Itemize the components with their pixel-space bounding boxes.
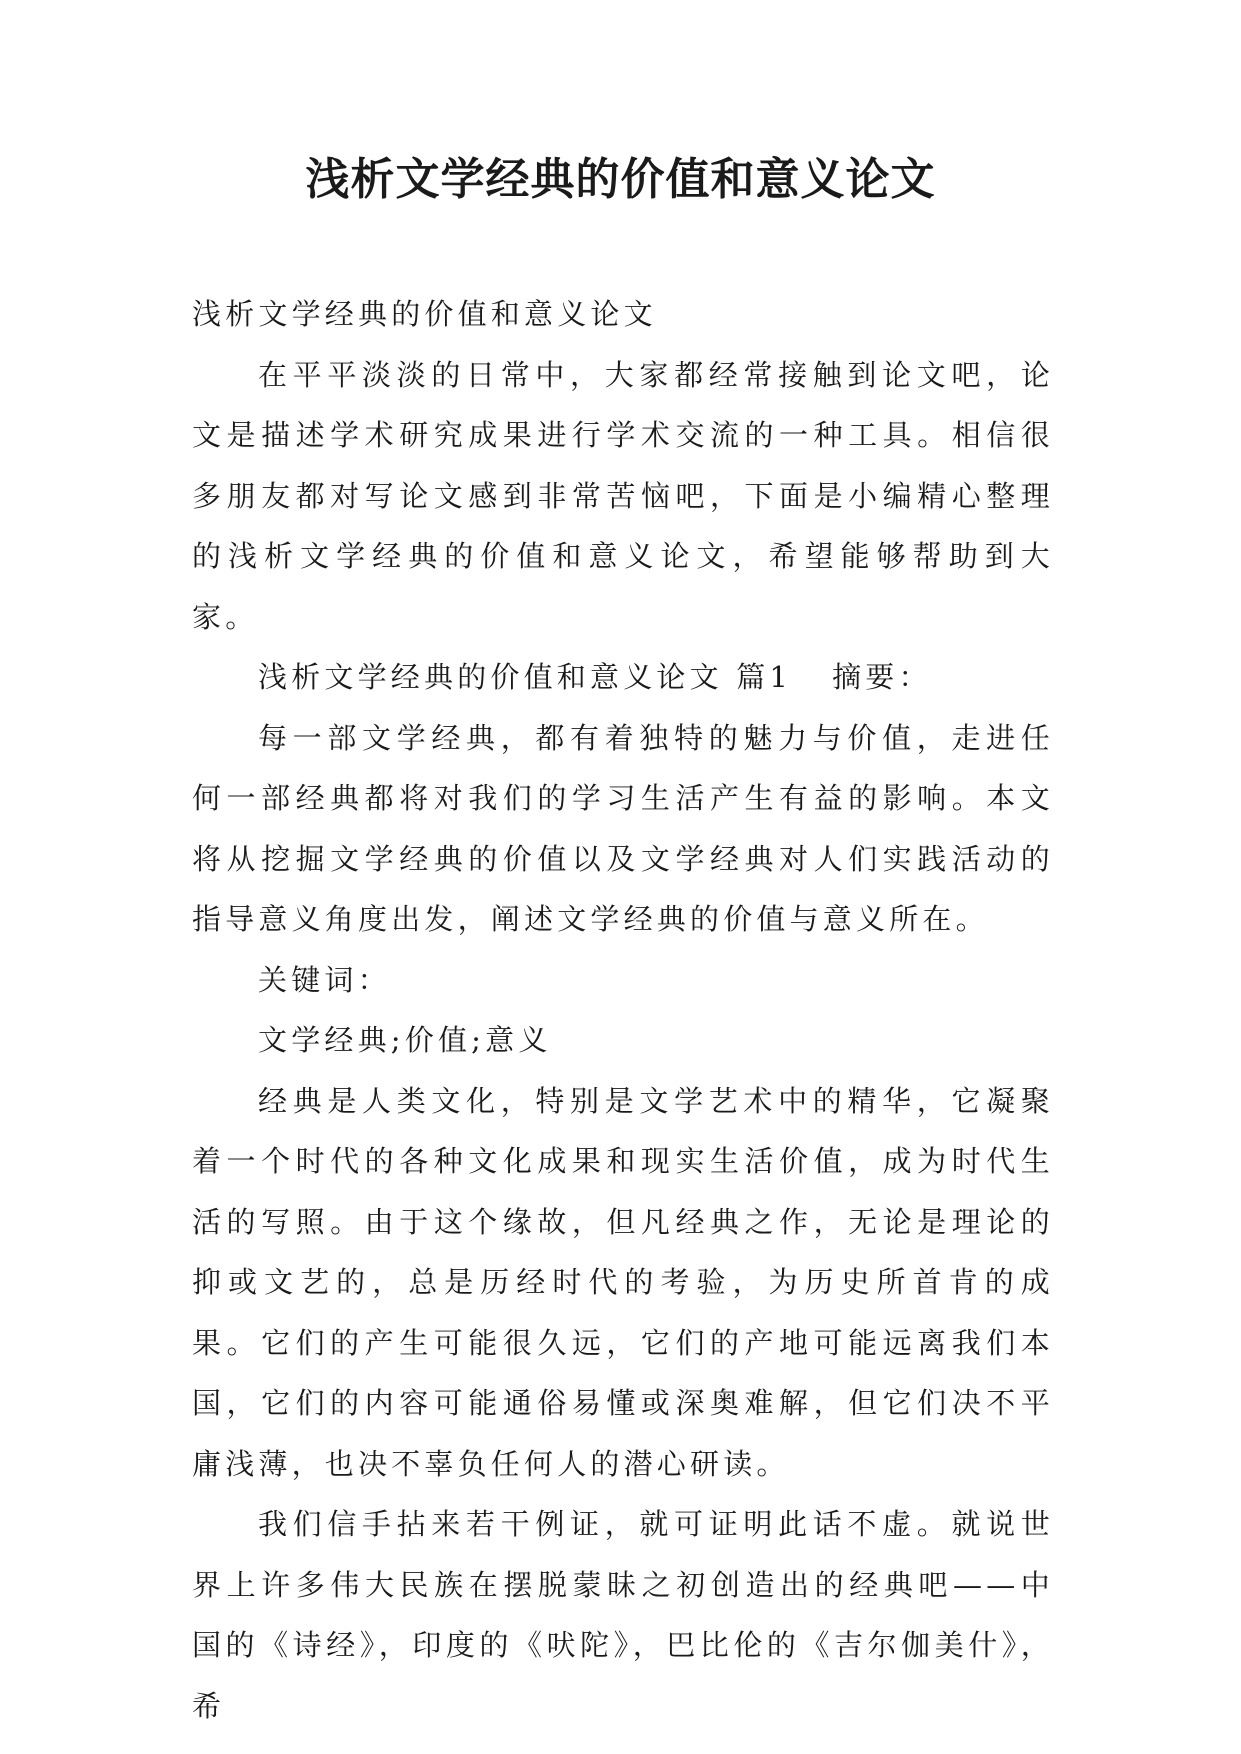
keywords-line: 文学经典;价值;意义: [258, 1023, 552, 1057]
abstract-label: 摘要：: [832, 660, 932, 694]
abstract-paragraph: 每一部文学经典，都有着独特的魅力与价值，走进任何一部经典都将对我们的学习生活产生有益的影响。本文将从挖掘文学经典的价值以及文学经典对人们实践活动的指导意义角度出发，阐述文学经典的价值与意义所在。: [192, 720, 1054, 936]
intro-paragraph: 在平平淡淡的日常中，大家都经常接触到论文吧，论文是描述学术研究成果进行学术交流的一种工具。相信很多朋友都对写论文感到非常苦恼吧，下面是小编精心整理的浅析文学经典的价值和意义论文，希望能够帮助到大家。: [192, 357, 1054, 634]
heading-line: 浅析文学经典的价值和意义论文: [192, 297, 657, 331]
keywords-label: 关键词：: [258, 962, 391, 997]
document-title: 浅析文学经典的价值和意义论文: [305, 154, 936, 205]
body-paragraph-1: 经典是人类文化，特别是文学艺术中的精华，它凝聚着一个时代的各种文化成果和现实生活价值，成为时代生活的写照。由于这个缘故，但凡经典之作，无论是理论的抑或文艺的，总是历经时代的考验，为历史所首肯的成果。它们的产生可能很久远，它们的产地可能远离我们本国，它们的内容可能通俗易懂或深奥难解，但它们决不平庸浅薄，也决不辜负任何人的潜心研读。: [192, 1083, 1054, 1481]
body-paragraph-2: 我们信手拈来若干例证，就可证明此话不虚。就说世界上许多伟大民族在摆脱蒙昧之初创造出的经典吧——中国的《诗经》，印度的《吠陀》，巴比伦的《吉尔伽美什》，希: [192, 1507, 1054, 1723]
section-heading-line: [192, 647, 1054, 708]
section-title: 浅析文学经典的价值和意义论文 篇1: [258, 660, 793, 694]
document-body: [192, 284, 1054, 1736]
